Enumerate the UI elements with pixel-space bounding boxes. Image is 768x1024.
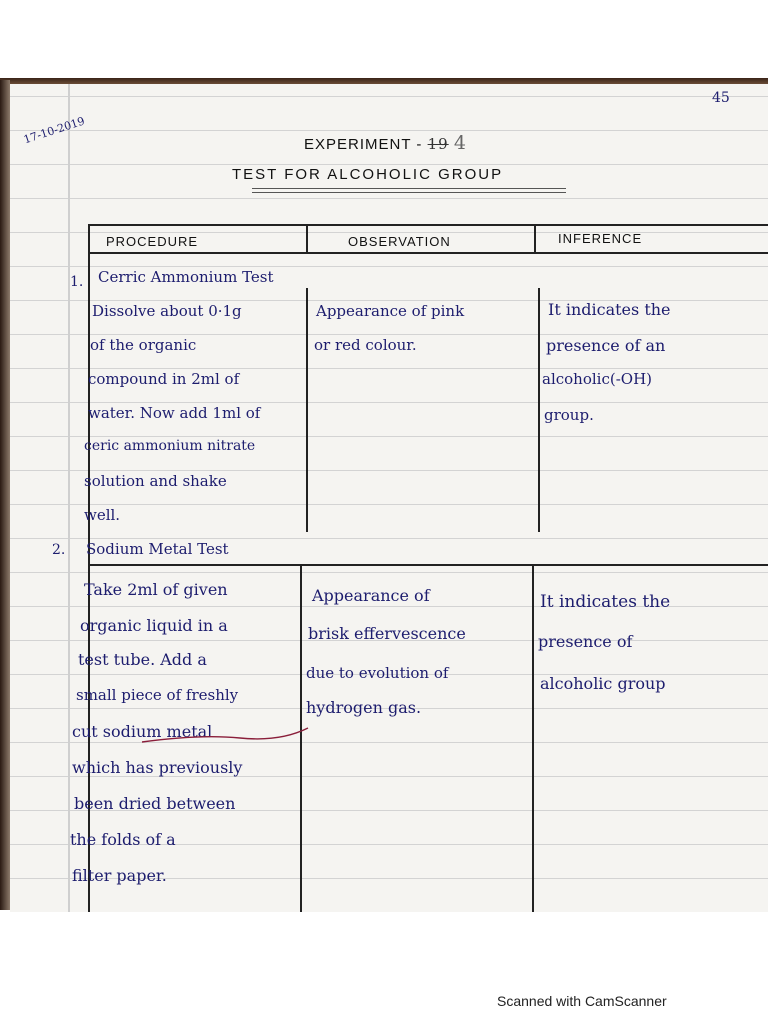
experiment-new-number: 4 [453,132,467,154]
column-rule-2 [538,288,540,532]
test-2-procedure-line: organic liquid in a [80,616,228,635]
experiment-heading [304,132,467,154]
test-1-procedure-line: compound in 2ml of [88,370,240,388]
test-1-procedure-line: ceric ammonium nitrate [84,438,256,454]
scanner-watermark: Scanned with CamScanner [497,993,667,1009]
test-1-number: 1. [70,274,84,290]
test-1-procedure-line: solution and shake [84,472,227,490]
header-observation: OBSERVATION [348,234,451,249]
test-2-procedure-line: been dried between [74,794,236,813]
header-inference: INFERENCE [558,231,643,246]
test-2-inference-line: It indicates the [540,592,671,612]
experiment-title: TEST FOR ALCOHOLIC GROUP [232,166,504,183]
test-2-observation-line: due to evolution of [306,664,449,682]
test-2-procedure-line: filter paper. [72,866,167,885]
test-2-name: Sodium Metal Test [86,540,229,558]
column-rule-2 [532,564,534,912]
page-number: 45 [712,90,730,106]
test-1-procedure-line: Dissolve about 0·1g [92,302,242,320]
test-1-observation-line: Appearance of pink [316,302,465,320]
test-1-procedure-line: of the organic [90,336,197,354]
header-bottom-rule [88,252,768,254]
test-2-number: 2. [52,542,66,558]
date: 17-10-2019 [22,114,87,147]
test-2-procedure-line: small piece of freshly [76,686,239,704]
test-1-inference-line: group. [544,406,594,424]
test-2-inference-line: alcoholic group [540,674,666,693]
test-2-procedure-line: the folds of a [70,830,176,849]
column-rule-2 [534,224,536,252]
test-1-inference-line: presence of an [546,336,666,355]
column-rule-1 [306,288,308,532]
strike-through-mark [140,722,310,752]
experiment-label: EXPERIMENT - [304,136,423,153]
table-top-rule [88,224,768,226]
test-2-inference-line: presence of [538,632,633,651]
test-2-procedure-line: test tube. Add a [78,650,207,669]
column-rule-1 [306,224,308,252]
notebook-page [10,84,768,912]
test-2-observation-line: hydrogen gas. [306,698,422,717]
test-1-inference-line: It indicates the [548,300,671,319]
test-2-procedure-line: cut sodium metal [72,722,213,741]
test-2-procedure-line: which has previously [72,758,243,777]
experiment-old-number: 19 [427,135,449,153]
header-procedure: PROCEDURE [106,234,199,249]
test-1-observation-line: or red colour. [314,336,417,354]
test-2-observation-line: Appearance of [312,586,430,605]
page-binding-shadow [0,80,10,910]
test-2-observation-line: brisk effervescence [308,624,466,643]
margin-line [68,84,70,912]
test2-rule [88,564,768,566]
test-1-inference-line: alcoholic(-OH) [542,370,653,388]
test-1-procedure-line: well. [84,506,121,524]
test-1-name: Cerric Ammonium Test [98,268,274,286]
title-underline [252,192,566,193]
title-underline [252,188,566,189]
test-1-procedure-line: water. Now add 1ml of [88,404,261,422]
test-2-procedure-line: Take 2ml of given [84,580,228,599]
